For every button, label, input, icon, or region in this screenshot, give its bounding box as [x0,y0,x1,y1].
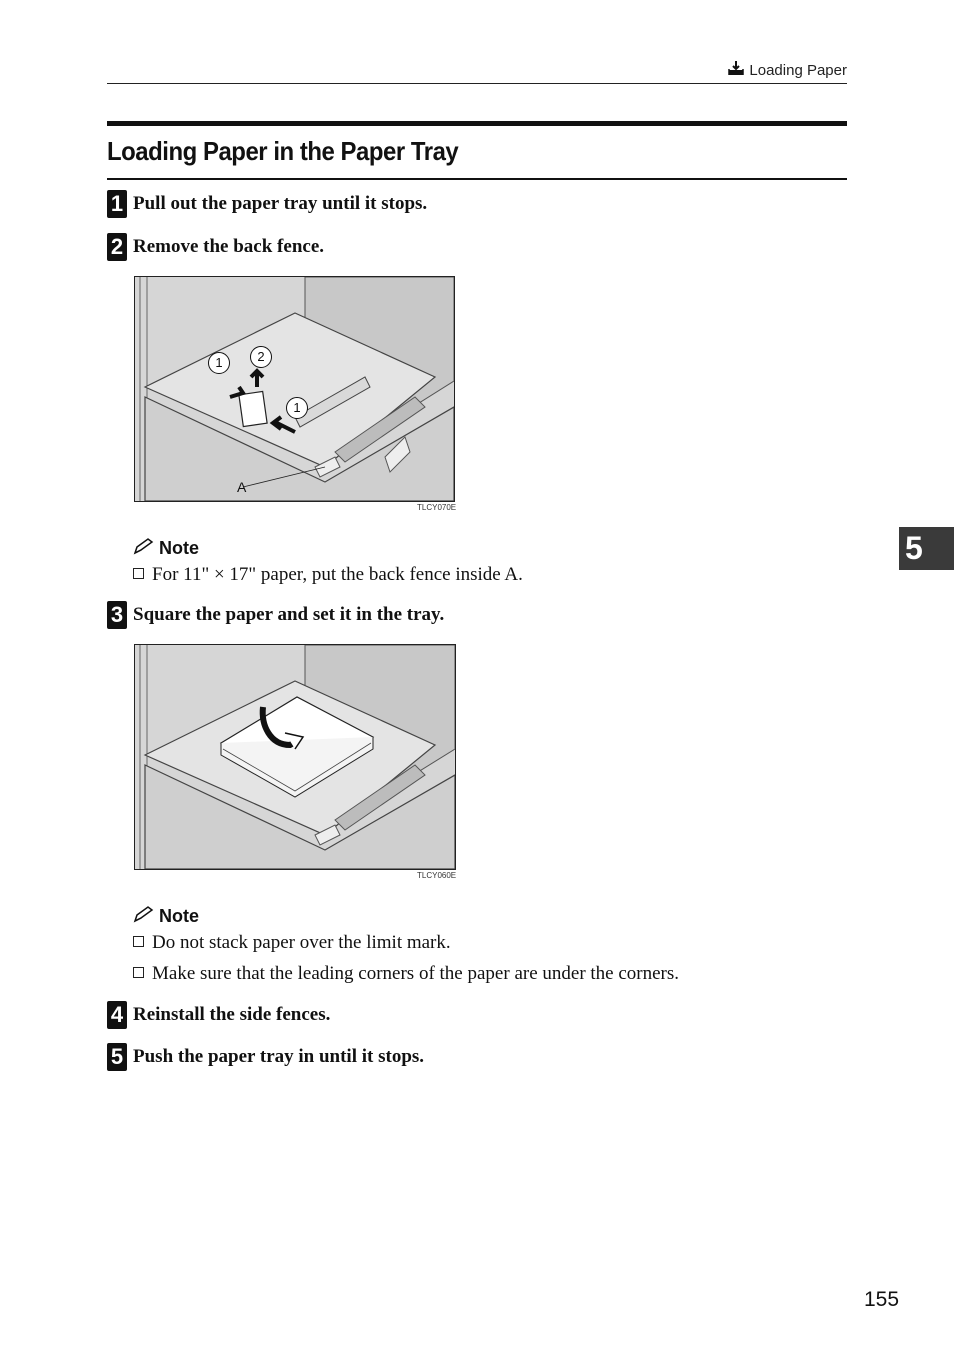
note-heading [133,537,199,560]
note-item [133,564,523,586]
page-title: Loading Paper in the Paper Tray [107,136,459,166]
checkbox-icon [133,967,144,978]
step-1 [107,190,427,218]
figure-code: TLCY070E [417,503,457,512]
step-2 [107,233,324,261]
step-text: Square the paper and set it in the tray. [133,604,445,625]
callout-2: 2 [250,346,272,368]
step-text: Push the paper tray in until it stops. [133,1046,425,1067]
running-header [107,58,847,84]
note-heading [133,905,199,928]
header-group [728,60,847,80]
tray-paper-illustration [135,645,455,869]
figure-code: TLCY060E [417,871,457,880]
tray-illustration [135,277,454,501]
paper-tray-icon [728,60,744,80]
callout-label-a: A [237,479,247,495]
section-title-block [107,121,847,180]
step-3 [107,601,444,629]
chapter-tab: 5 [899,527,954,570]
callout-1a: 1 [208,352,230,374]
step-5 [107,1043,424,1071]
step-number: 4 [107,1001,127,1029]
note-label: Note [159,538,199,558]
checkbox-icon [133,568,144,579]
note-text: Do not stack paper over the limit mark. [152,932,451,953]
step-4 [107,1001,330,1029]
step-text: Pull out the paper tray until it stops. [133,193,428,214]
pencil-icon [133,537,155,560]
header-section-title: Loading Paper [749,61,847,79]
figure-remove-back-fence [134,276,455,502]
checkbox-icon [133,936,144,947]
step-text: Reinstall the side fences. [133,1004,331,1025]
figure-set-paper [134,644,456,870]
page-number: 155 [864,1288,900,1311]
step-number: 3 [107,601,127,629]
step-number: 5 [107,1043,127,1071]
note-item [133,963,679,985]
step-text: Remove the back fence. [133,236,325,257]
pencil-icon [133,905,155,928]
step-number: 1 [107,190,127,218]
callout-1b: 1 [286,397,308,419]
note-text: Make sure that the leading corners of the paper are under the corners. [152,963,680,984]
note-text: For 11" × 17" paper, put the back fence inside A. [152,564,523,585]
note-item [133,932,451,954]
note-label: Note [159,906,199,926]
step-number: 2 [107,233,127,261]
